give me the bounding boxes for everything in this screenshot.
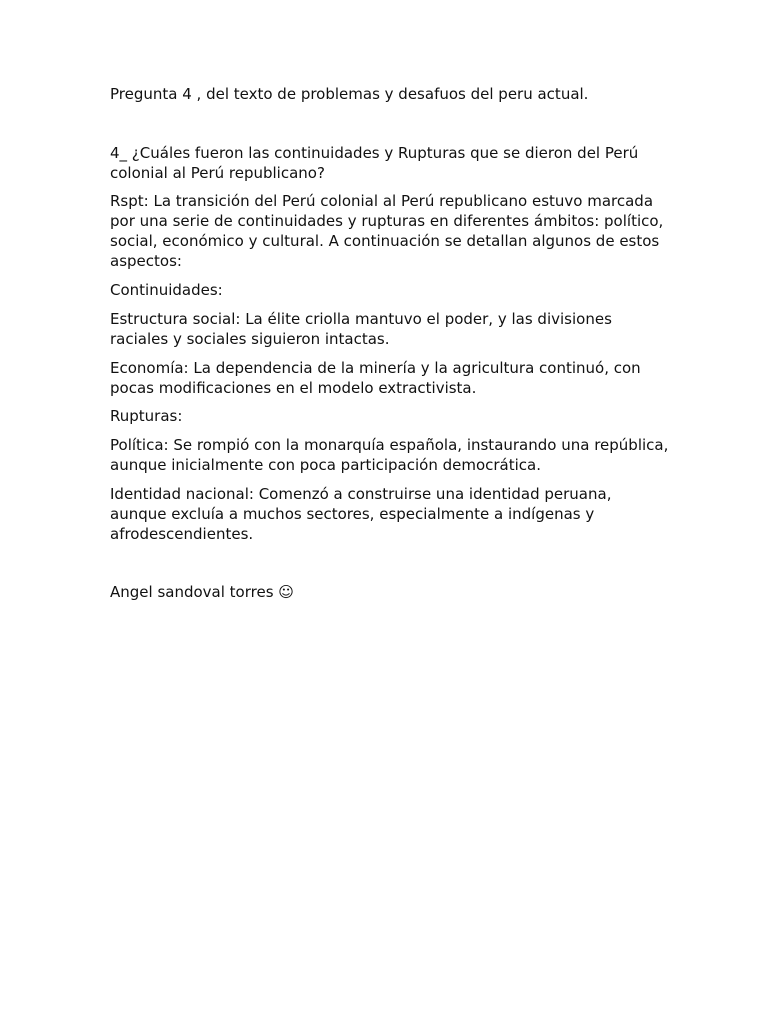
continuity-item-social: Estructura social: La élite criolla mantuvo el poder, y las divisiones raciales y sociales siguieron intactas. bbox=[110, 310, 612, 348]
rupture-item-identity: Identidad nacional: Comenzó a construirse una identidad peruana, aunque excluía a muchos sectores, especialmente a indígenas y afrodescendientes. bbox=[110, 485, 612, 543]
signature-line bbox=[110, 582, 670, 602]
continuity-item-economy: Economía: La dependencia de la minería y la agricultura continuó, con pocas modificaciones en el modelo extractivista. bbox=[110, 359, 641, 397]
continuities-label: Continuidades: bbox=[110, 281, 223, 299]
answer-intro-paragraph: Rspt: La transición del Perú colonial al Perú republicano estuvo marcada por una serie de continuidades y rupturas en diferentes ámbitos: político, social, económico y cultural. A continuación se detallan algunos de estos aspectos: bbox=[110, 192, 664, 270]
ruptures-label: Rupturas: bbox=[110, 407, 183, 425]
rupture-item-politics: Política: Se rompió con la monarquía española, instaurando una república, aunque inicialmente con poca participación democrática. bbox=[110, 436, 669, 474]
smiley-icon: ☺ bbox=[278, 583, 294, 601]
signature-name: Angel sandoval torres bbox=[110, 583, 274, 601]
document-heading: Pregunta 4 , del texto de problemas y desafuos del peru actual. bbox=[110, 85, 589, 103]
question-text: 4_ ¿Cuáles fueron las continuidades y Rupturas que se dieron del Perú colonial al Perú republicano? bbox=[110, 144, 639, 182]
